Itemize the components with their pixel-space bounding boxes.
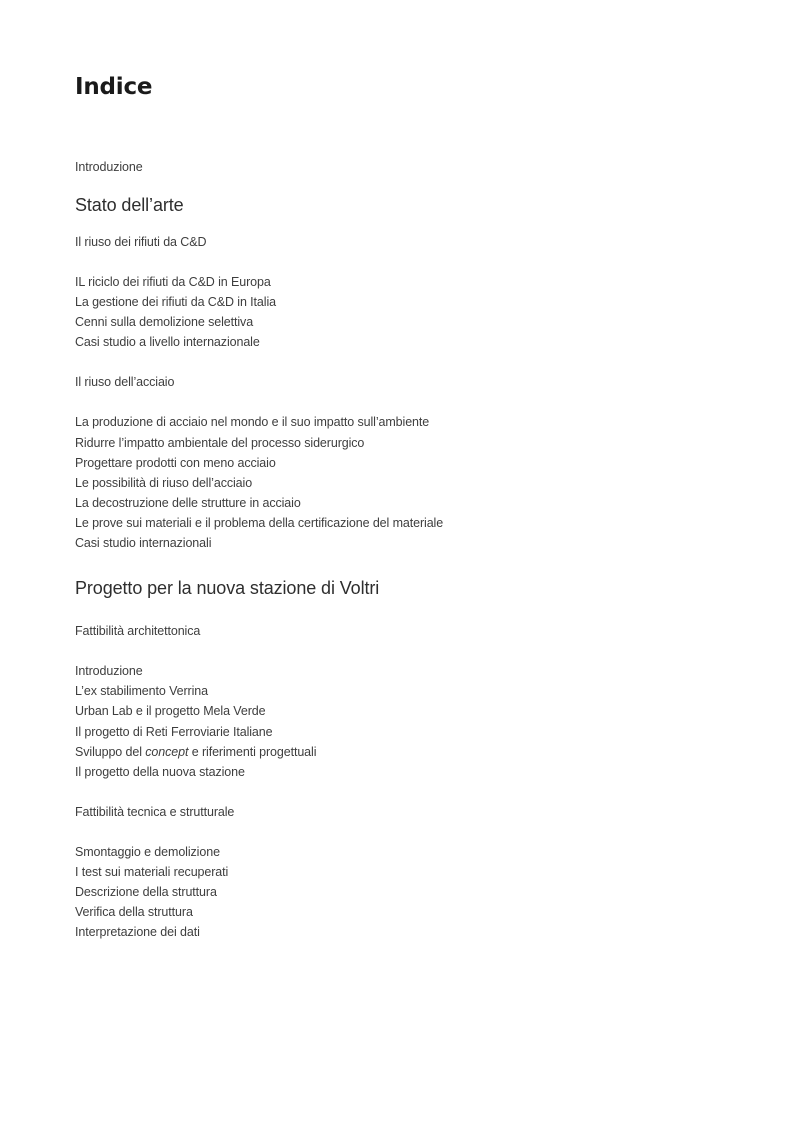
toc-entry-introduction: Introduzione — [75, 160, 143, 174]
toc-item: L’ex stabilimento Verrina — [75, 684, 208, 698]
toc-item: Casi studio internazionali — [75, 536, 212, 550]
toc-item: Descrizione della struttura — [75, 885, 217, 899]
toc-item: La produzione di acciaio nel mondo e il suo impatto sull’ambiente — [75, 415, 430, 429]
toc-item: Introduzione — [75, 664, 143, 678]
toc-item: Casi studio a livello internazionale — [75, 335, 260, 349]
toc-item: Verifica della struttura — [75, 905, 193, 919]
toc-item-text: e riferimenti progettuali — [188, 745, 317, 759]
toc-item: Cenni sulla demolizione selettiva — [75, 315, 254, 329]
toc-item-italic-term: concept — [145, 745, 189, 759]
toc-item: Le possibilità di riuso dell’acciaio — [75, 476, 253, 490]
toc-item: La decostruzione delle strutture in acciaio — [75, 496, 301, 510]
toc-item: IL riciclo dei rifiuti da C&D in Europa — [75, 275, 271, 289]
toc-chapter-title: Il riuso dell’acciaio — [75, 375, 175, 389]
toc-section-title: Stato dell’arte — [75, 195, 184, 215]
toc-item: Le prove sui materiali e il problema della certificazione del materiale — [75, 516, 444, 530]
toc-item: Il progetto di Reti Ferroviarie Italiane — [75, 725, 273, 739]
toc-item: Interpretazione dei dati — [75, 925, 200, 939]
toc-item: Smontaggio e demolizione — [75, 845, 220, 859]
toc-item: La gestione dei rifiuti da C&D in Italia — [75, 295, 276, 309]
toc-item: Il progetto della nuova stazione — [75, 765, 245, 779]
toc-item: I test sui materiali recuperati — [75, 865, 229, 879]
toc-item — [75, 744, 316, 760]
toc-item: Ridurre l’impatto ambientale del processo siderurgico — [75, 436, 365, 450]
toc-chapter-title: Fattibilità architettonica — [75, 624, 201, 638]
toc-item: Progettare prodotti con meno acciaio — [75, 456, 276, 470]
toc-item-text: Sviluppo del — [75, 745, 146, 759]
toc-chapter-title: Il riuso dei rifiuti da C&D — [75, 235, 207, 249]
toc-chapter-title: Fattibilità tecnica e strutturale — [75, 805, 235, 819]
toc-section-title: Progetto per la nuova stazione di Voltri — [75, 578, 380, 598]
toc-item: Urban Lab e il progetto Mela Verde — [75, 704, 266, 718]
page-title: Indice — [75, 74, 153, 100]
